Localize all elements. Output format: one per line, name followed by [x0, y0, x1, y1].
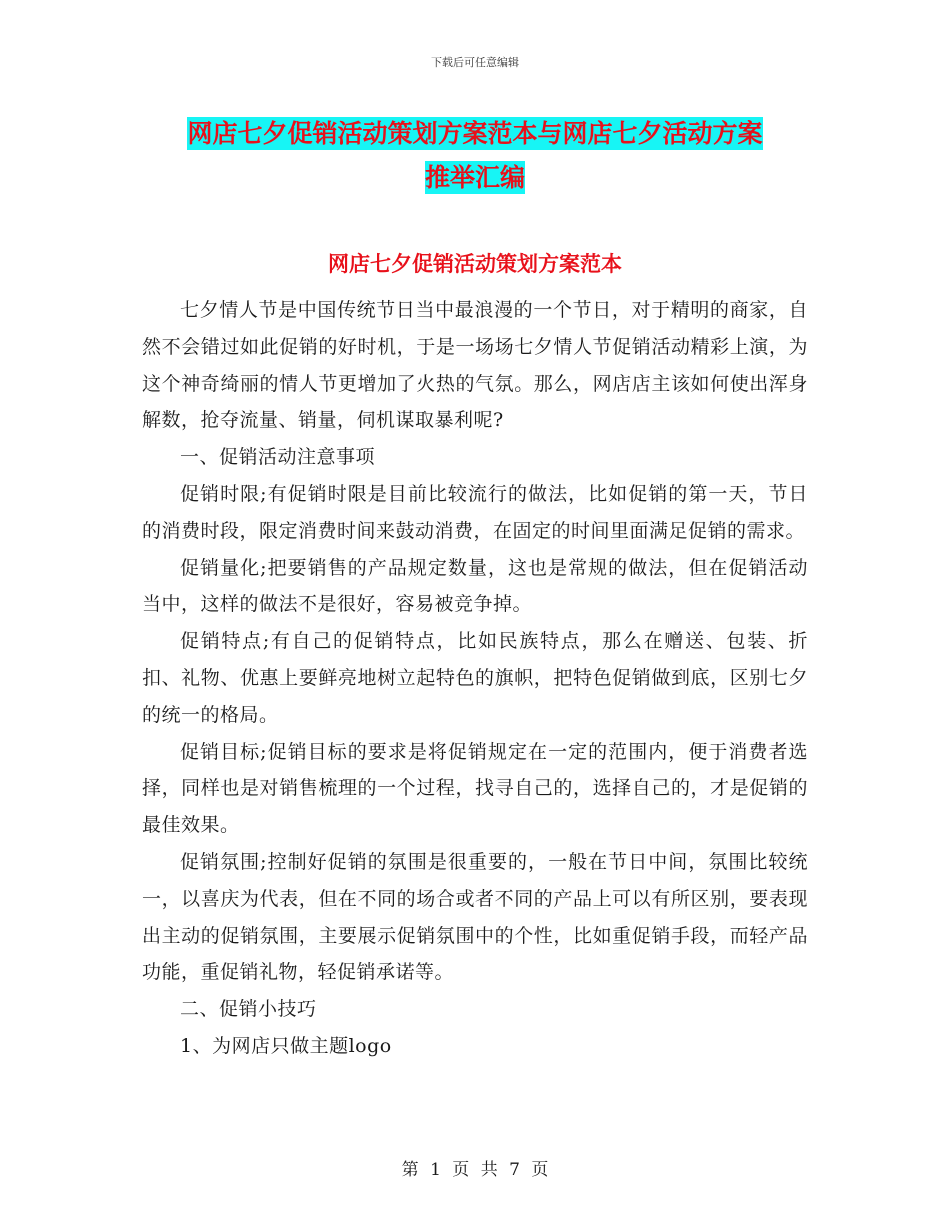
- paragraph-tip-logo: 1、为网店只做主题logo: [180, 1034, 392, 1057]
- heading-promotion-notes: 一、促销活动注意事项: [180, 446, 376, 469]
- header-note: 下载后可任意编辑: [431, 56, 519, 69]
- document-title: [0, 112, 950, 200]
- heading-promotion-tips: 二、促销小技巧: [180, 998, 317, 1021]
- paragraph-intro: 七夕情人节是中国传统节日当中最浪漫的一个节日，对于精明的商家，自然不会错过如此促销的好时机，于是一场场七夕情人节促销活动精彩上演，为这个神奇绮丽的情人节更增加了火热的气氛。那么，网店店主该如何使出浑身解数，抢夺流量、销量，伺机谋取暴利呢?: [142, 299, 808, 432]
- paragraph-time-limit: 促销时限;有促销时限是目前比较流行的做法，比如促销的第一天，节日的消费时段，限定消费时间来鼓动消费，在固定的时间里面满足促销的需求。: [142, 482, 808, 542]
- document-title-line2: 推举汇编: [424, 163, 525, 192]
- document-title-line1: 网店七夕促销活动策划方案范本与网店七夕活动方案: [187, 119, 763, 148]
- paragraph-features: 促销特点;有自己的促销特点，比如民族特点，那么在赠送、包装、折扣、礼物、优惠上要鲜亮地树立起特色的旗帜，把特色促销做到底，区别七夕的统一的格局。: [142, 630, 808, 726]
- section-title: 网店七夕促销活动策划方案范本: [328, 252, 622, 276]
- document-body: [142, 292, 808, 1065]
- page-number: 第 1 页 共 7 页: [401, 1160, 549, 1180]
- paragraph-target: 促销目标;促销目标的要求是将促销规定在一定的范围内，便于消费者选择，同样也是对销售梳理的一个过程，找寻自己的，选择自己的，才是促销的最佳效果。: [142, 740, 808, 837]
- paragraph-atmosphere: 促销氛围;控制好促销的氛围是很重要的，一般在节日中间，氛围比较统一，以喜庆为代表，但在不同的场合或者不同的产品上可以有所区别，要表现出主动的促销氛围，主要展示促销氛围中的个性，比如重促销手段，而轻产品功能，重促销礼物，轻促销承诺等。: [142, 850, 808, 984]
- paragraph-quantification: 促销量化;把要销售的产品规定数量，这也是常规的做法，但在促销活动当中，这样的做法不是很好，容易被竞争掉。: [142, 556, 808, 616]
